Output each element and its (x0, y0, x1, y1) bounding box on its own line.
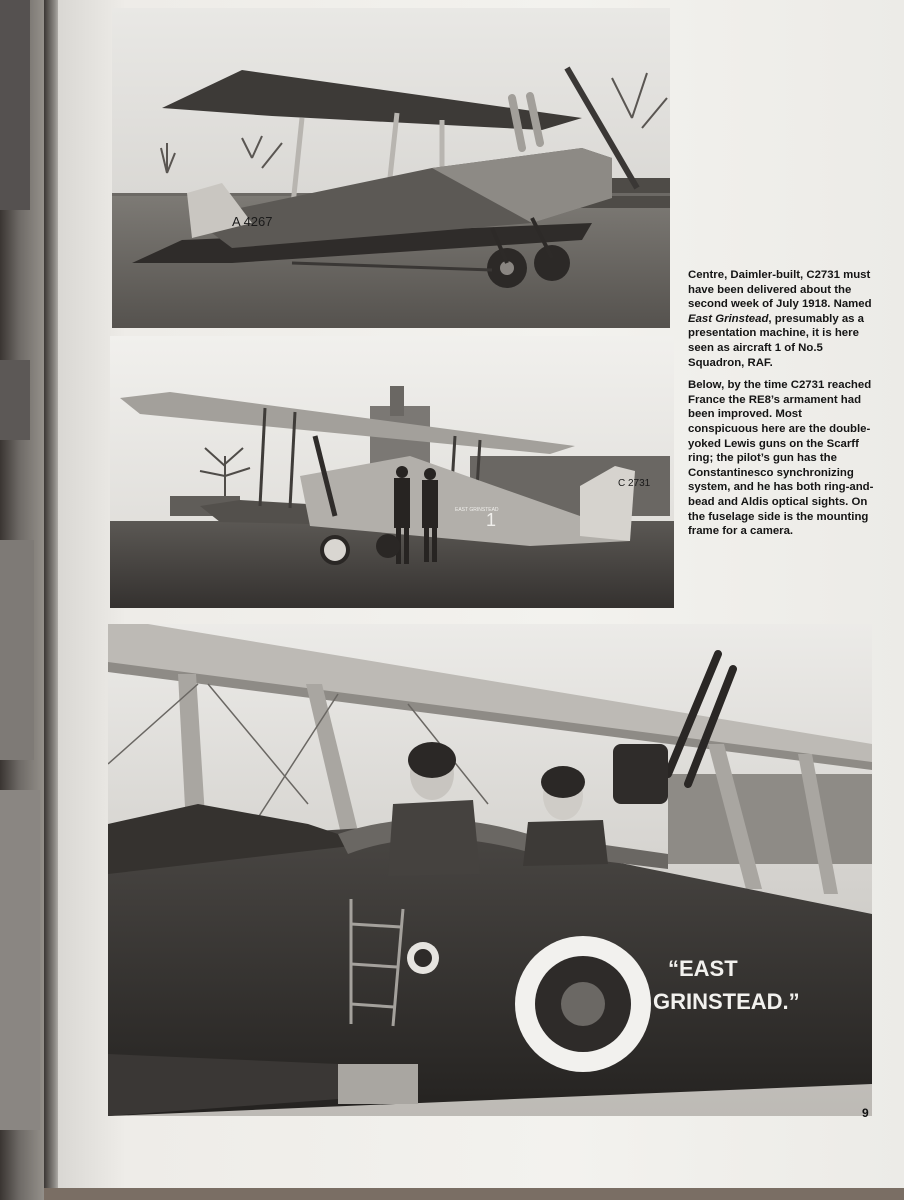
photo-bottom-fuselage-name-line2: GRINSTEAD.” (653, 989, 800, 1014)
caption-para1-italic-name: East Grinstead (688, 312, 769, 325)
book-bottom-edge (44, 1188, 904, 1200)
caption-para1-end: , presumably as a presentation machine, it is here seen as aircraft 1 of No.5 Squadron, RAF. (688, 312, 865, 369)
page-number: 9 (862, 1106, 869, 1120)
photo-top-serial: A 4267 (232, 214, 273, 229)
facing-page-photo (0, 540, 34, 760)
photo-middle-serial: C 2731 (618, 478, 651, 489)
caption-paragraph-centre (688, 268, 874, 370)
facing-page-edge (0, 0, 48, 1200)
photo-bottom-fuselage-name-line1: “EAST (668, 956, 738, 981)
caption-paragraph-below: Below, by the time C2731 reached France the RE8’s armament had been improved. Most conspicuous here are the double-yoked Lewis guns on the Scarff ring; the pilot’s gun has the Constantinesco synchronizing system, and he has both ring-and-bead and Aldis optical sights. On the fuselage side is the mounting frame for a camera. (688, 379, 874, 538)
photo-caption (688, 268, 874, 547)
facing-page-photo (0, 0, 30, 210)
facing-page-photo (0, 790, 40, 1130)
facing-page-photo (0, 360, 30, 440)
photo-middle-fuselage-name: EAST GRINSTEAD (455, 507, 499, 513)
caption-para1-start: Centre, Daimler-built, C2731 must have been delivered about the second week of July 1918. Named (688, 269, 872, 311)
photo-middle-fuselage-number: 1 (486, 510, 497, 530)
photo-bottom-cockpit-closeup (108, 624, 872, 1116)
photo-middle-c2731-with-crew (110, 336, 674, 608)
photo-top-re8-aircraft (112, 8, 670, 328)
